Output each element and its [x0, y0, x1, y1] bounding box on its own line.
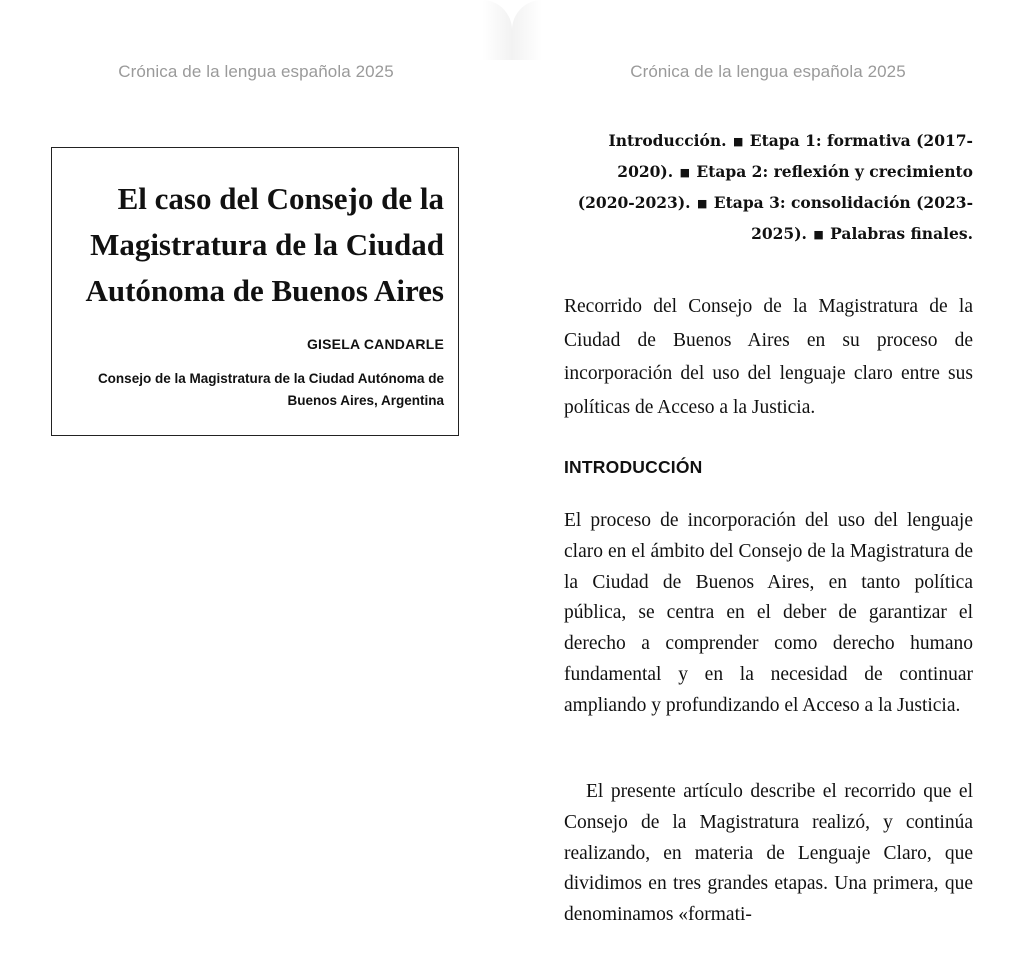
summary-item: Etapa 2: reflexión y crecimiento (2020-2023).	[577, 162, 973, 212]
article-summary	[564, 126, 973, 250]
page-curl-shadow	[512, 0, 542, 60]
title-box	[51, 147, 459, 436]
summary-item: Etapa 3: consolidación (2023-2025).	[713, 193, 973, 243]
summary-item: Palabras finales.	[830, 224, 973, 243]
separator-square: ■	[679, 166, 690, 179]
author-affiliation: Consejo de la Magistratura de la Ciudad Autónoma de Buenos Aires, Argentina	[97, 371, 444, 408]
right-page	[512, 0, 1024, 978]
page-curl-shadow	[482, 0, 512, 60]
summary-item: Etapa 1: formativa (2017-2020).	[617, 131, 973, 181]
section-heading: INTRODUCCIÓN	[564, 457, 703, 477]
running-head: Crónica de la lengua española 2025	[118, 62, 394, 81]
running-head: Crónica de la lengua española 2025	[630, 62, 906, 81]
author-name: GISELA CANDARLE	[306, 336, 444, 352]
separator-square: ■	[813, 228, 824, 241]
separator-square: ■	[732, 135, 744, 148]
summary-item: Introducción.	[608, 131, 727, 150]
separator-square: ■	[696, 197, 708, 210]
article-title: El caso del Consejo de la Magistratura de la Ciudad Autónoma de Buenos Aires	[85, 181, 444, 308]
abstract: Recorrido del Consejo de la Magistratura de la Ciudad de Buenos Aires en su proceso de incorporación del uso del lenguaje claro entre sus políticas de Acceso a la Justicia.	[564, 296, 973, 418]
body-paragraph: El proceso de incorporación del uso del lenguaje claro en el ámbito del Consejo de la Magistratura de la Ciudad de Buenos Aires, en tanto política pública, se centra en el deber de garantizar el derecho a comprender como derecho humano fundamental y en la necesidad de continuar ampliando y profundizando el Acceso a la Justicia.	[564, 510, 973, 716]
body-paragraph: El presente artículo describe el recorrido que el Consejo de la Magistratura realizó, y continúa realizando, en materia de Lenguaje Claro, que dividimos en tres grandes etapas. Una primera, que denominamos «formati-	[564, 781, 973, 926]
